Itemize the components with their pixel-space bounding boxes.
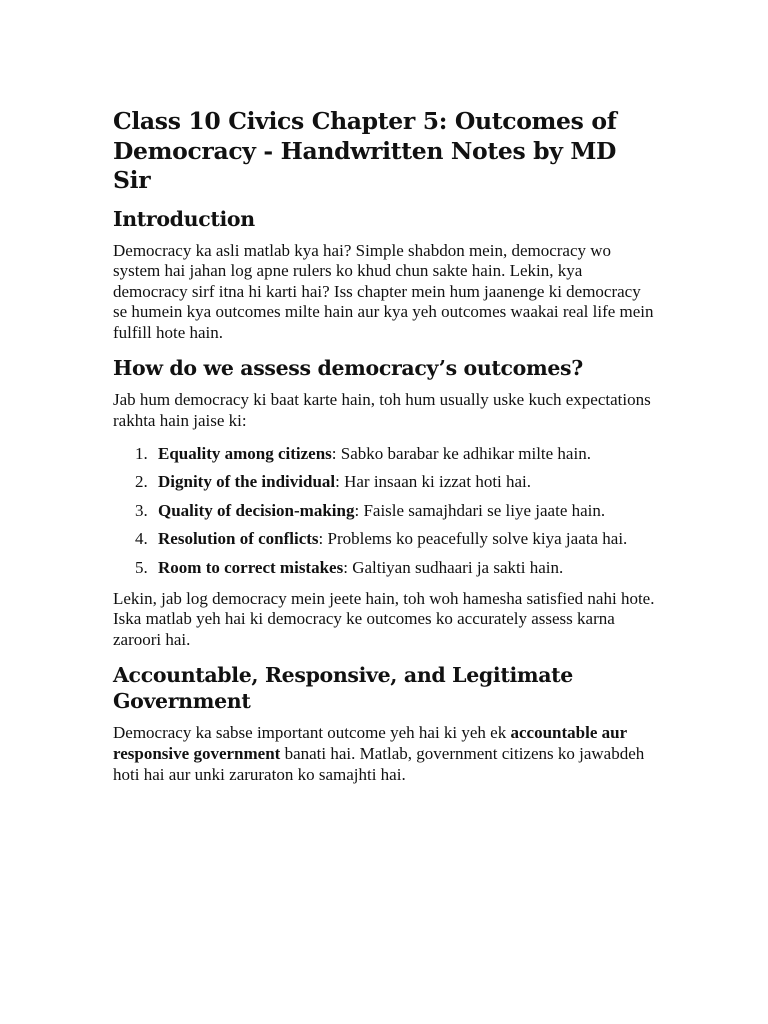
document-body (113, 107, 658, 797)
list-item-number: 1. (135, 443, 148, 463)
paragraph-text-end: banati hai. Matlab, government citizens ko jawabdeh hoti hai aur unki zaruraton ko samajhti hai. (113, 744, 645, 784)
list-item (113, 444, 658, 465)
list-item-number: 5. (135, 558, 148, 578)
list-item-description: : Sabko barabar ke adhikar milte hain. (331, 443, 591, 463)
paragraph-text-start: Democracy ka sabse important outcome yeh hai ki yeh ek (113, 723, 507, 743)
list-item-description: : Faisle samajhdari se liye jaate hain. (354, 500, 606, 520)
accountable-government-paragraph (113, 723, 658, 785)
assess-intro-paragraph: Jab hum democracy ki baat karte hain, toh hum usually uske kuch expectations rakhta hain jaise ki: (113, 390, 651, 431)
paragraph-bold-phrase: accountable aur responsive government (113, 723, 627, 763)
list-item (113, 472, 658, 493)
list-item-term: Quality of decision-making (158, 500, 355, 520)
expectations-list (113, 444, 658, 579)
list-item (113, 558, 658, 579)
list-item (113, 529, 658, 550)
list-item (113, 501, 658, 522)
list-item-term: Dignity of the individual (158, 472, 336, 492)
list-item-description: : Har insaan ki izzat hoti hai. (335, 472, 532, 492)
assess-closing-paragraph: Lekin, jab log democracy mein jeete hain, toh woh hamesha satisfied nahi hote. Iska matlab yeh hai ki democracy ke outcomes ko accurately assess karna zaroori hai. (113, 588, 655, 649)
list-item-term: Resolution of conflicts (158, 529, 319, 549)
list-item-number: 4. (135, 529, 148, 549)
page-title: Class 10 Civics Chapter 5: Outcomes of Democracy - Handwritten Notes by MD Sir (113, 107, 617, 194)
list-item-number: 2. (135, 472, 148, 492)
list-item-description: : Galtiyan sudhaari ja sakti hain. (343, 558, 564, 578)
section-heading-introduction: Introduction (113, 206, 255, 231)
list-item-term: Room to correct mistakes (158, 558, 344, 578)
section-heading-assess-outcomes: How do we assess democracy’s outcomes? (113, 356, 583, 381)
section-heading-accountable-government: Accountable, Responsive, and Legitimate Government (113, 663, 573, 714)
list-item-description: : Problems ko peacefully solve kiya jaata hai. (318, 529, 628, 549)
list-item-number: 3. (135, 500, 148, 520)
introduction-paragraph: Democracy ka asli matlab kya hai? Simple shabdon mein, democracy wo system hai jahan log apne rulers ko khud chun sakte hain. Lekin, kya democracy sirf itna hi karti hai? Iss chapter mein hum jaanenge ki democracy se humein kya outcomes milte hain aur kya yeh outcomes waakai real life mein fulfill hote hain. (113, 240, 654, 342)
list-item-term: Equality among citizens (158, 443, 332, 463)
